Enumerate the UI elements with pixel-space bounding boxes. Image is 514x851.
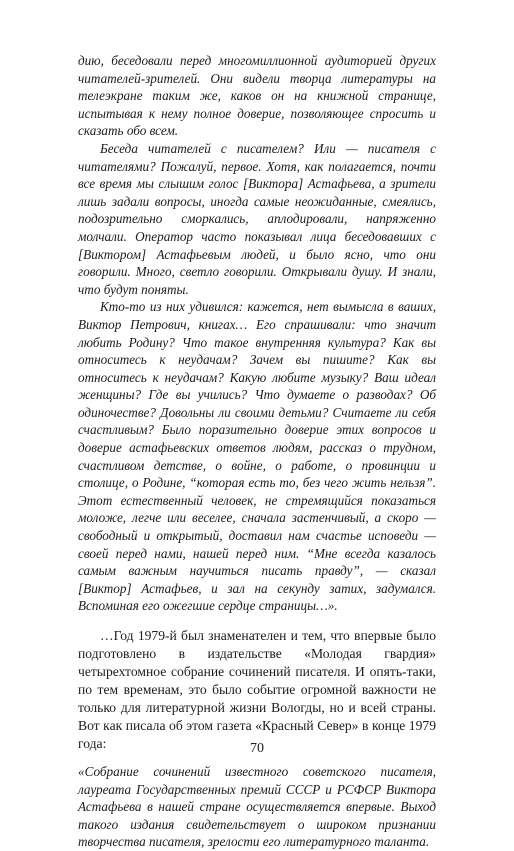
page-body (78, 52, 436, 851)
roman-text-block (78, 627, 436, 753)
paragraph-3: Кто-то из них удивился: кажется, нет вымысла в ваших, Виктор Петрович, книгах… Его спрашивали: что значит любить Родину? Что такое внутренняя культура? Как вы относитесь к неудачам? Зачем вы пишите? Как вы относитесь к неудачам? Какую любите музыку? Ваш идеал женщины? Где вы учились? Что думаете о разводах? Об одиночестве? Довольны ли своими детьми? Считаете ли себя счастливым? Было поразительно доверие этих вопросов и доверие астафьевских ответов людям, рассказ о трудном, счастливом детстве, о войне, о работе, о провинции и столице, о Родине, “которая есть то, без чего жить нельзя”. Этот естественный человек, не стремящийся показаться моложе, легче или веселее, сначала застенчивый, а скоро — свободный и открытый, доставил нам счастье исповеди — своей перед нами, нашей перед ним. “Мне всегда казалось самым важным научиться писать правду”, — сказал [Виктор] Астафьев, и зал на секунду затих, задумался. Вспоминая его ожегшие сердце страницы…». (78, 299, 436, 614)
newspaper-quote: «Собрание сочинений известного советского писателя, лауреата Государственных премий СССР и РСФСР Виктора Астафьева в нашей стране осуществляется впервые. Выход такого издания свидетельствует о широком признании творчества писателя, зрелости его литературного таланта. (78, 764, 436, 850)
italic-text-block (78, 52, 436, 615)
paragraph-2: Беседа читателей с писателем? Или — писателя с читателями? Пожалуй, первое. Хотя, как полагается, почти все время мы слышим голос [Виктора] Астафьева, а зрители лишь задали вопросы, иногда самые неожиданные, смеялись, подозрительно сморкались, аплодировали, напряженно молчали. Оператор часто показывал лица беседовавших с [Виктором] Астафьевым людей, и было ясно, что они говорили. Много, светло говорили. Открывали душу. И знали, что будут поняты. (78, 140, 436, 297)
paragraph-4: …Год 1979-й был знаменателен и тем, что впервые было подготовлено в издательстве «Молодая гвардия» четырехтомное собрание сочинений писателя. И опять-таки, по тем временам, это было событие огромной важности не только для литературной жизни Вологды, но и всей страны. Вот как писала об этом газета «Красный Север» в конце 1979 года: (78, 628, 436, 751)
newspaper-quote-block (78, 763, 436, 851)
paragraph-1: дию, беседовали перед многомиллионной аудиторией других читателей-зрителей. Они видели творца литературы на телеэкране таким же, каков он на книжной странице, испытывая к нему полное доверие, позволяющее спросить и сказать обо всем. (78, 53, 436, 139)
page-number: 70 (250, 741, 264, 756)
